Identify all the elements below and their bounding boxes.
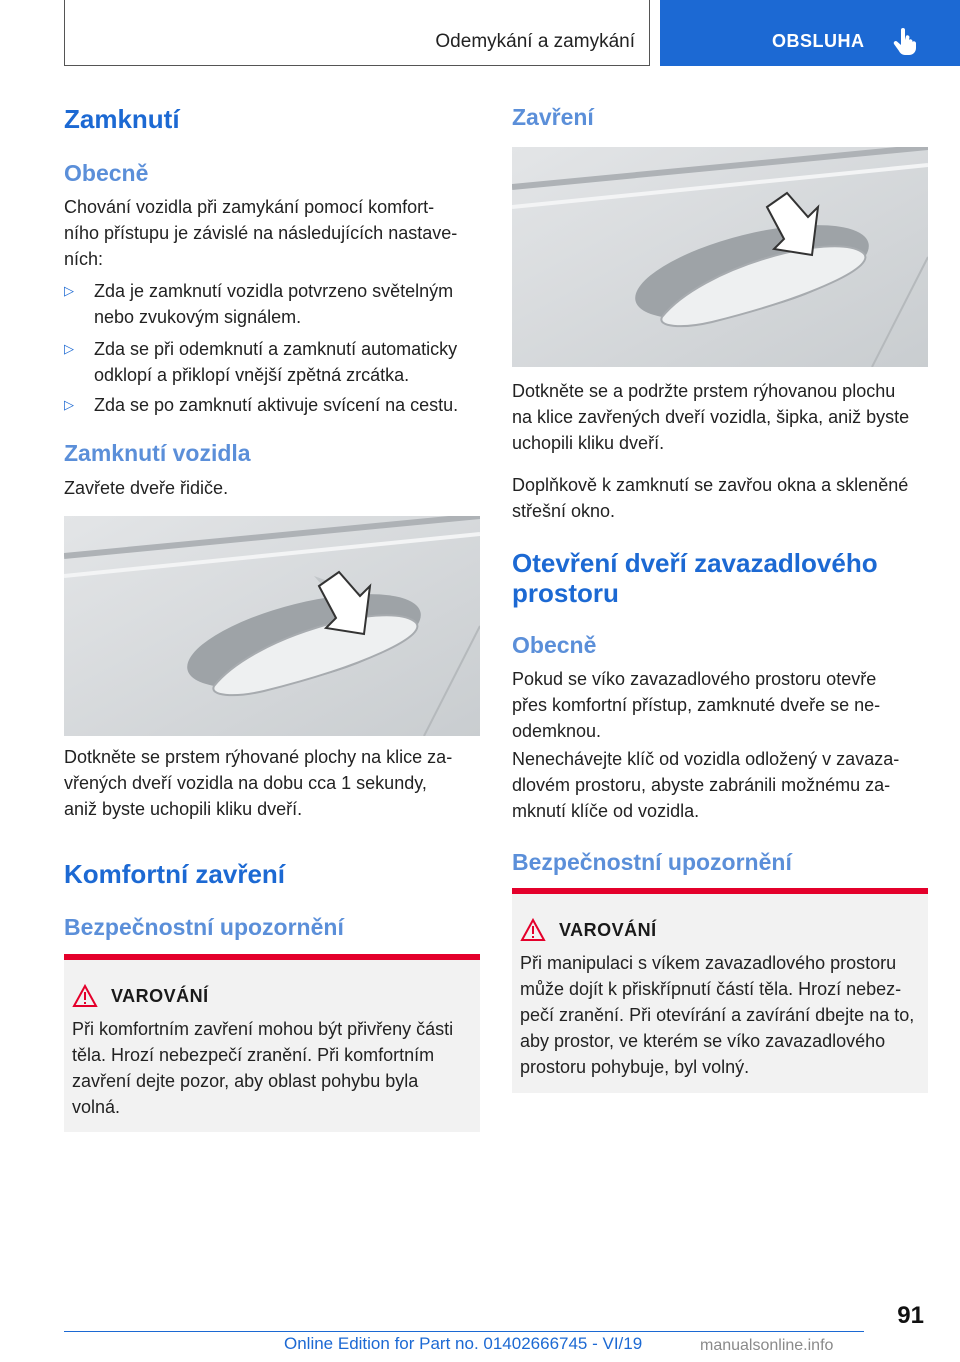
header-section-title: Odemykání a zamykání	[435, 31, 635, 52]
paragraph-dotknete-left: Dotkněte se prstem rýhované plochy na klice za- vřených dveří vozidla na dobu cca 1 sekundy, aniž byste uchopili kliku dveří.	[64, 747, 453, 819]
warning-text: Při komfortním zavření mohou být přivřeny části těla. Hrozí nebezpečí zranění. Při komfortním zavření dejte pozor, aby oblast pohybu byla volná.	[72, 1019, 454, 1117]
page-number: 91	[897, 1302, 924, 1329]
footer-edition: Online Edition for Part no. 01402666745 - VI/19	[284, 1334, 643, 1353]
door-handle-photo-lock	[64, 516, 480, 736]
heading-obecne-right: Obecně	[512, 632, 597, 658]
warning-text: Při manipulaci s víkem zavazadlového prostoru může dojít k přiskřípnutí částí těla. Hrozí nebez- pečí zranění. Při otevírání a zavírání dbejte na to, aby prostor, ve kterém se víko zavazadlového prostoru pohybuje, byl volný.	[520, 953, 915, 1077]
heading-bezpecnostni-right: Bezpečnostní upozornění	[512, 849, 792, 875]
heading-obecne-left: Obecně	[64, 160, 149, 186]
heading-bezpecnostni-left: Bezpečnostní upozornění	[64, 914, 344, 940]
heading-zavreni: Zavření	[512, 104, 594, 130]
paragraph-dotknete-right: Dotkněte se a podržte prstem rýhovanou plochu na klice zavřených dveří vozidla, šipka, aniž byste uchopili kliku dveří.	[512, 381, 910, 453]
warning-title: VAROVÁNÍ	[111, 986, 209, 1006]
heading-oteveni-dveri: Otevření dveří zavazadlového prostoru	[512, 548, 878, 608]
footer-divider	[64, 1331, 864, 1332]
header-section-box	[64, 0, 650, 66]
warning-title: VAROVÁNÍ	[559, 920, 657, 940]
paragraph-nenechavejte: Nenechávejte klíč od vozidla odložený v zavaza- dlovém prostoru, abyste zabránili možnému za- mknutí klíče od vozidla.	[512, 749, 900, 821]
warning-box-right	[512, 888, 928, 1093]
hand-pointer-icon	[892, 28, 918, 56]
header-chapter-tab	[660, 0, 960, 66]
heading-komfortni-zavreni: Komfortní zavření	[64, 859, 286, 889]
triangle-bullet-icon: ▷	[64, 341, 74, 356]
paragraph-zavrete: Zavřete dveře řidiče.	[64, 478, 229, 498]
door-handle-photo-close	[512, 147, 928, 367]
warning-triangle-icon	[72, 984, 98, 1008]
warning-triangle-icon	[520, 918, 546, 942]
list-item: ▷ Zda je zamknutí vozidla potvrzeno světelným nebo zvukovým signálem.	[64, 278, 484, 330]
paragraph-obecne-left: Chování vozidla při zamykání pomocí komfort- ního přístupu je závislé na následujících nastave- ních:	[64, 197, 458, 269]
paragraph-pokud: Pokud se víko zavazadlového prostoru otevře přes komfortní přístup, zamknuté dveře se ne- odemknou.	[512, 669, 881, 741]
list-item: ▷ Zda se při odemknutí a zamknutí automaticky odklopí a přiklopí vnější zpětná zrcátka.	[64, 336, 484, 388]
triangle-bullet-icon: ▷	[64, 397, 74, 412]
warning-box-left	[64, 954, 480, 1132]
heading-zamknuti: Zamknutí	[64, 104, 180, 134]
footer-watermark: manualsonline.info	[700, 1337, 834, 1354]
list-item: ▷ Zda se po zamknutí aktivuje svícení na cestu.	[64, 392, 484, 418]
paragraph-doplnkove: Doplňkově k zamknutí se zavřou okna a skleněné střešní okno.	[512, 475, 909, 521]
header-chapter-label: OBSLUHA	[772, 31, 865, 51]
triangle-bullet-icon: ▷	[64, 283, 74, 298]
heading-zamknuti-vozidla: Zamknutí vozidla	[64, 440, 251, 466]
